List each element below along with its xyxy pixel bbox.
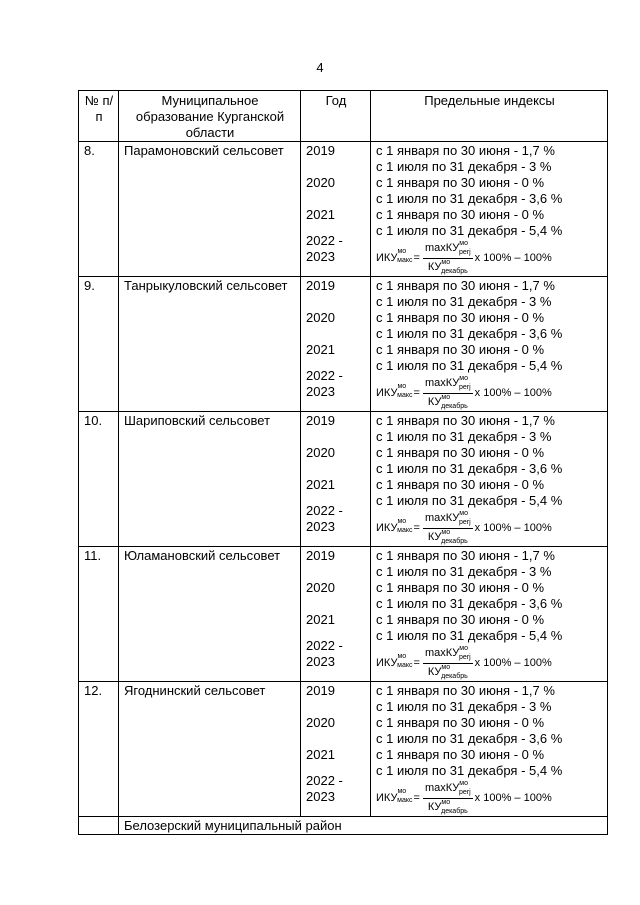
- index-formula: [376, 510, 603, 546]
- formula-den-text: КУ: [427, 665, 442, 678]
- index-line: с 1 января по 30 июня - 0 %: [376, 580, 545, 595]
- formula-lhs-sup: мо: [397, 653, 407, 660]
- year-label: 2019: [306, 548, 335, 563]
- year-label: 2019: [306, 413, 335, 428]
- year-label: 2020: [306, 445, 335, 460]
- formula-den-sub: декабрь: [441, 267, 468, 275]
- header-num: № п/п: [79, 91, 119, 142]
- year-label: 2022 - 2023: [306, 773, 343, 804]
- row-indices: [371, 547, 608, 682]
- index-line: с 1 июля по 31 декабря - 3 %: [376, 564, 552, 579]
- table-row: [79, 142, 608, 277]
- row-indices: [371, 277, 608, 412]
- table-header-row: [79, 91, 608, 142]
- formula-numerator: [423, 780, 473, 799]
- formula-den-sup: мо: [441, 393, 451, 401]
- formula-num-sub: perj: [458, 788, 471, 796]
- formula-tail: х 100% – 100%: [474, 657, 552, 669]
- formula-den-sub: декабрь: [441, 672, 468, 680]
- page-number: 4: [316, 60, 324, 75]
- index-line: с 1 января по 30 июня - 1,7 %: [376, 548, 555, 563]
- row-years: [301, 277, 371, 412]
- year-label: 2021: [306, 477, 335, 492]
- index-line: с 1 января по 30 июня - 0 %: [376, 342, 545, 357]
- formula-eq: =: [413, 387, 420, 399]
- formula-eq: =: [413, 522, 420, 534]
- year-label: 2020: [306, 580, 335, 595]
- year-label: 2021: [306, 207, 335, 222]
- year-label: 2019: [306, 278, 335, 293]
- index-line: с 1 января по 30 июня - 0 %: [376, 207, 545, 222]
- row-number: 11.: [79, 547, 119, 682]
- year-label: 2021: [306, 612, 335, 627]
- index-line: с 1 июля по 31 декабря - 3 %: [376, 699, 552, 714]
- index-line: с 1 июля по 31 декабря - 5,4 %: [376, 223, 563, 238]
- table-row: [79, 547, 608, 682]
- index-line: с 1 июля по 31 декабря - 3,6 %: [376, 191, 563, 206]
- row-municipality: Парамоновский сельсовет: [119, 142, 301, 277]
- formula-num-sup: мо: [459, 779, 468, 787]
- year-label: 2022 - 2023: [306, 233, 343, 264]
- formula-den-sub: декабрь: [441, 402, 468, 410]
- formula-denominator: [426, 259, 470, 277]
- row-indices: [371, 142, 608, 277]
- formula-denominator: [426, 664, 470, 682]
- formula-denominator: [426, 799, 470, 817]
- formula-numerator: [423, 510, 473, 529]
- formula-num-sub: perj: [458, 383, 471, 391]
- formula-num-text: maxКУ: [424, 781, 460, 794]
- index-line: с 1 июля по 31 декабря - 3,6 %: [376, 461, 563, 476]
- index-line: с 1 июля по 31 декабря - 3 %: [376, 294, 552, 309]
- formula-tail: х 100% – 100%: [474, 792, 552, 804]
- year-label: 2022 - 2023: [306, 503, 343, 534]
- header-municipality: Муниципальное образование Курганской области: [119, 91, 301, 142]
- formula-denominator: [426, 394, 470, 412]
- formula-lhs-sub: макс: [397, 527, 413, 534]
- index-line: с 1 июля по 31 декабря - 3,6 %: [376, 326, 563, 341]
- row-years: [301, 547, 371, 682]
- table-row: [79, 277, 608, 412]
- formula-den-text: КУ: [427, 800, 442, 813]
- formula-numerator: [423, 240, 473, 259]
- formula-lhs-sub: макс: [397, 392, 413, 399]
- index-formula: [376, 240, 603, 276]
- year-label: 2019: [306, 683, 335, 698]
- row-indices: [371, 412, 608, 547]
- formula-numerator: [423, 375, 473, 394]
- index-line: с 1 января по 30 июня - 0 %: [376, 612, 545, 627]
- formula-den-sub: декабрь: [441, 807, 468, 815]
- row-years: [301, 682, 371, 817]
- header-year: Год: [301, 91, 371, 142]
- formula-denominator: [426, 529, 470, 547]
- index-line: с 1 июля по 31 декабря - 3,6 %: [376, 596, 563, 611]
- row-number: 8.: [79, 142, 119, 277]
- formula-num-text: maxКУ: [424, 646, 460, 659]
- formula-den-text: КУ: [427, 260, 442, 273]
- row-municipality: Ягоднинский сельсовет: [119, 682, 301, 817]
- index-line: с 1 января по 30 июня - 0 %: [376, 175, 545, 190]
- index-formula: [376, 780, 603, 816]
- district-empty-cell: [79, 817, 119, 835]
- index-line: с 1 января по 30 июня - 1,7 %: [376, 143, 555, 158]
- year-label: 2020: [306, 715, 335, 730]
- index-line: с 1 июля по 31 декабря - 3 %: [376, 159, 552, 174]
- formula-lhs: ИКУ: [376, 792, 398, 804]
- formula-tail: х 100% – 100%: [474, 522, 552, 534]
- formula-lhs-sub: макс: [397, 662, 413, 669]
- row-years: [301, 412, 371, 547]
- formula-lhs-sup: мо: [397, 518, 407, 525]
- index-line: с 1 июля по 31 декабря - 5,4 %: [376, 628, 563, 643]
- row-municipality: Шариповский сельсовет: [119, 412, 301, 547]
- index-line: с 1 января по 30 июня - 0 %: [376, 477, 545, 492]
- row-number: 12.: [79, 682, 119, 817]
- formula-lhs-sup: мо: [397, 788, 407, 795]
- year-label: 2020: [306, 310, 335, 325]
- formula-den-sup: мо: [441, 528, 451, 536]
- row-number: 10.: [79, 412, 119, 547]
- formula-fraction: [423, 375, 473, 412]
- row-years: [301, 142, 371, 277]
- year-label: 2021: [306, 747, 335, 762]
- formula-tail: х 100% – 100%: [474, 252, 552, 264]
- table-row: [79, 412, 608, 547]
- formula-lhs: ИКУ: [376, 387, 398, 399]
- formula-eq: =: [413, 657, 420, 669]
- formula-den-text: КУ: [427, 395, 442, 408]
- year-label: 2021: [306, 342, 335, 357]
- index-line: с 1 января по 30 июня - 0 %: [376, 310, 545, 325]
- index-line: с 1 января по 30 июня - 0 %: [376, 445, 545, 460]
- formula-lhs-sup: мо: [397, 248, 407, 255]
- formula-lhs: ИКУ: [376, 657, 398, 669]
- formula-tail: х 100% – 100%: [474, 387, 552, 399]
- formula-den-sup: мо: [441, 258, 451, 266]
- formula-num-sub: perj: [458, 653, 471, 661]
- formula-num-sub: perj: [458, 248, 471, 256]
- index-line: с 1 января по 30 июня - 1,7 %: [376, 683, 555, 698]
- year-label: 2022 - 2023: [306, 368, 343, 399]
- formula-num-text: maxКУ: [424, 511, 460, 524]
- index-line: с 1 июля по 31 декабря - 5,4 %: [376, 493, 563, 508]
- index-line: с 1 января по 30 июня - 0 %: [376, 747, 545, 762]
- formula-num-sup: мо: [459, 644, 468, 652]
- formula-den-text: КУ: [427, 530, 442, 543]
- formula-eq: =: [413, 792, 420, 804]
- formula-lhs: ИКУ: [376, 252, 398, 264]
- tariff-index-table: [78, 90, 608, 835]
- index-formula: [376, 645, 603, 681]
- formula-lhs-sub: макс: [397, 257, 413, 264]
- index-line: с 1 января по 30 июня - 0 %: [376, 715, 545, 730]
- year-label: 2019: [306, 143, 335, 158]
- district-row: [79, 817, 608, 835]
- formula-num-text: maxКУ: [424, 241, 460, 254]
- formula-num-sub: perj: [458, 518, 471, 526]
- header-indices: Предельные индексы: [371, 91, 608, 142]
- formula-numerator: [423, 645, 473, 664]
- formula-den-sup: мо: [441, 663, 451, 671]
- index-line: с 1 июля по 31 декабря - 3,6 %: [376, 731, 563, 746]
- formula-lhs-sup: мо: [397, 383, 407, 390]
- row-number: 9.: [79, 277, 119, 412]
- year-label: 2022 - 2023: [306, 638, 343, 669]
- table-row: [79, 682, 608, 817]
- formula-num-text: maxКУ: [424, 376, 460, 389]
- index-formula: [376, 375, 603, 411]
- index-line: с 1 января по 30 июня - 1,7 %: [376, 278, 555, 293]
- row-municipality: Танрыкуловский сельсовет: [119, 277, 301, 412]
- formula-num-sup: мо: [459, 374, 468, 382]
- formula-num-sup: мо: [459, 239, 468, 247]
- row-municipality: Юламановский сельсовет: [119, 547, 301, 682]
- district-name: Белозерский муниципальный район: [119, 817, 608, 835]
- index-line: с 1 января по 30 июня - 1,7 %: [376, 413, 555, 428]
- formula-num-sup: мо: [459, 509, 468, 517]
- formula-fraction: [423, 510, 473, 547]
- formula-den-sub: декабрь: [441, 537, 468, 545]
- formula-lhs: ИКУ: [376, 522, 398, 534]
- formula-lhs-sub: макс: [397, 797, 413, 804]
- index-line: с 1 июля по 31 декабря - 5,4 %: [376, 763, 563, 778]
- index-line: с 1 июля по 31 декабря - 3 %: [376, 429, 552, 444]
- index-line: с 1 июля по 31 декабря - 5,4 %: [376, 358, 563, 373]
- formula-fraction: [423, 645, 473, 682]
- formula-eq: =: [413, 252, 420, 264]
- row-indices: [371, 682, 608, 817]
- formula-fraction: [423, 780, 473, 817]
- formula-den-sup: мо: [441, 798, 451, 806]
- year-label: 2020: [306, 175, 335, 190]
- formula-fraction: [423, 240, 473, 277]
